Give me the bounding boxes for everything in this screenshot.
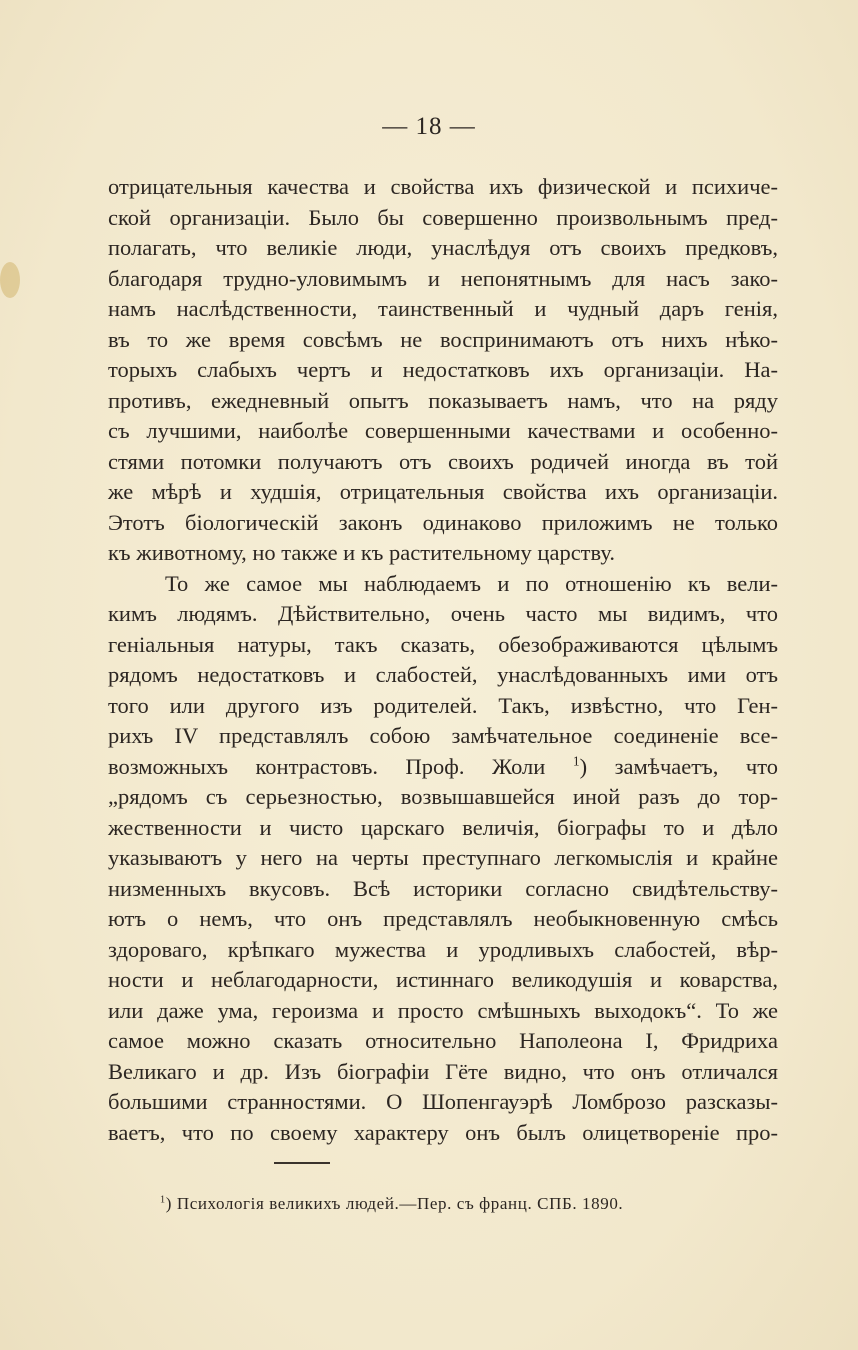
- text-line: же мѣрѣ и худшія, отрицательныя свойства ихъ организаціи.: [108, 479, 778, 504]
- footnote: [160, 1194, 623, 1214]
- text-line: ской организаціи. Было бы совершенно произвольнымъ пред-: [108, 204, 778, 230]
- text-line: низменныхъ вкусовъ. Всѣ историки согласно свидѣтельству-: [108, 875, 778, 901]
- footnote-marker: 1: [160, 1194, 166, 1206]
- footnote-reference[interactable]: 1: [572, 753, 580, 768]
- footnote-divider: [274, 1162, 330, 1164]
- text-line: полагать, что великіе люди, унаслѣдуя отъ своихъ предковъ,: [108, 235, 778, 260]
- text-line: большими странностями. О Шопенгауэрѣ Ломброзо разсказы-: [108, 1089, 778, 1114]
- text-line: „рядомъ съ серьезностью, возвышавшейся иной разъ до тор-: [108, 784, 778, 809]
- footnote-text: ) Психологія великихъ людей.—Пер. съ франц. СПБ. 1890.: [165, 1194, 624, 1213]
- text-line: ютъ о немъ, что онъ представлялъ необыкновенную смѣсь: [108, 906, 778, 931]
- text-segment: возможныхъ контрастовъ. Проф. Жоли: [108, 753, 546, 779]
- text-segment: ) замѣчаетъ, что: [579, 753, 778, 779]
- text-line: съ лучшими, наиболѣе совершенными качествами и особенно-: [108, 418, 778, 443]
- text-line: ности и неблагодарности, истиннаго великодушія и коварства,: [108, 967, 778, 992]
- text-line: самое можно сказать относительно Наполеона I, Фридриха: [108, 1028, 778, 1053]
- text-line-with-footnote: [108, 752, 778, 783]
- text-line: жественности и чисто царскаго величія, біографы то и дѣло: [108, 814, 778, 840]
- text-line: кимъ людямъ. Дѣйствительно, очень часто мы видимъ, что: [108, 601, 778, 626]
- text-line: благодаря трудно-уловимымъ и непонятнымъ для насъ зако-: [108, 265, 778, 291]
- text-line: здороваго, крѣпкаго мужества и уродливыхъ слабостей, вѣр-: [108, 936, 778, 962]
- text-line: того или другого изъ родителей. Такъ, извѣстно, что Ген-: [108, 692, 778, 718]
- body-text: [108, 172, 778, 1148]
- text-line: отрицательныя качества и свойства ихъ физической и психиче-: [108, 174, 778, 199]
- text-line: стями потомки получаютъ отъ своихъ родичей иногда въ той: [108, 448, 778, 474]
- text-line: рихъ IV представлялъ собою замѣчательное соединеніе все-: [108, 723, 778, 748]
- text-line: въ то же время совсѣмъ не воспринимаютъ отъ нихъ нѣко-: [108, 326, 778, 352]
- paper-stain: [0, 262, 20, 298]
- text-line: рядомъ недостатковъ и слабостей, унаслѣдованныхъ ими отъ: [108, 662, 778, 687]
- text-line: Этотъ біологическій законъ одинаково приложимъ не только: [108, 509, 778, 535]
- text-line: торыхъ слабыхъ чертъ и недостатковъ ихъ организаціи. На-: [108, 357, 778, 382]
- text-line: намъ наслѣдственности, таинственный и чудный даръ генія,: [108, 296, 778, 321]
- text-line: или даже ума, героизма и просто смѣшныхъ выходокъ“. То же: [108, 997, 778, 1023]
- text-line: То же самое мы наблюдаемъ и по отношенію къ вели-: [165, 570, 778, 596]
- text-line: ваетъ, что по своему характеру онъ былъ олицетвореніе про-: [108, 1119, 778, 1145]
- text-line: противъ, ежедневный опытъ показываетъ намъ, что на ряду: [108, 387, 778, 413]
- page-number: — 18 —: [382, 113, 476, 140]
- text-line: указываютъ у него на черты преступнаго легкомыслія и крайне: [108, 845, 778, 870]
- text-line: къ животному, но также и къ растительному царству.: [108, 540, 615, 565]
- text-line: Великаго и др. Изъ біографіи Гёте видно, что онъ отличался: [108, 1058, 778, 1084]
- text-line: геніальныя натуры, такъ сказать, обезображиваются цѣлымъ: [108, 631, 778, 657]
